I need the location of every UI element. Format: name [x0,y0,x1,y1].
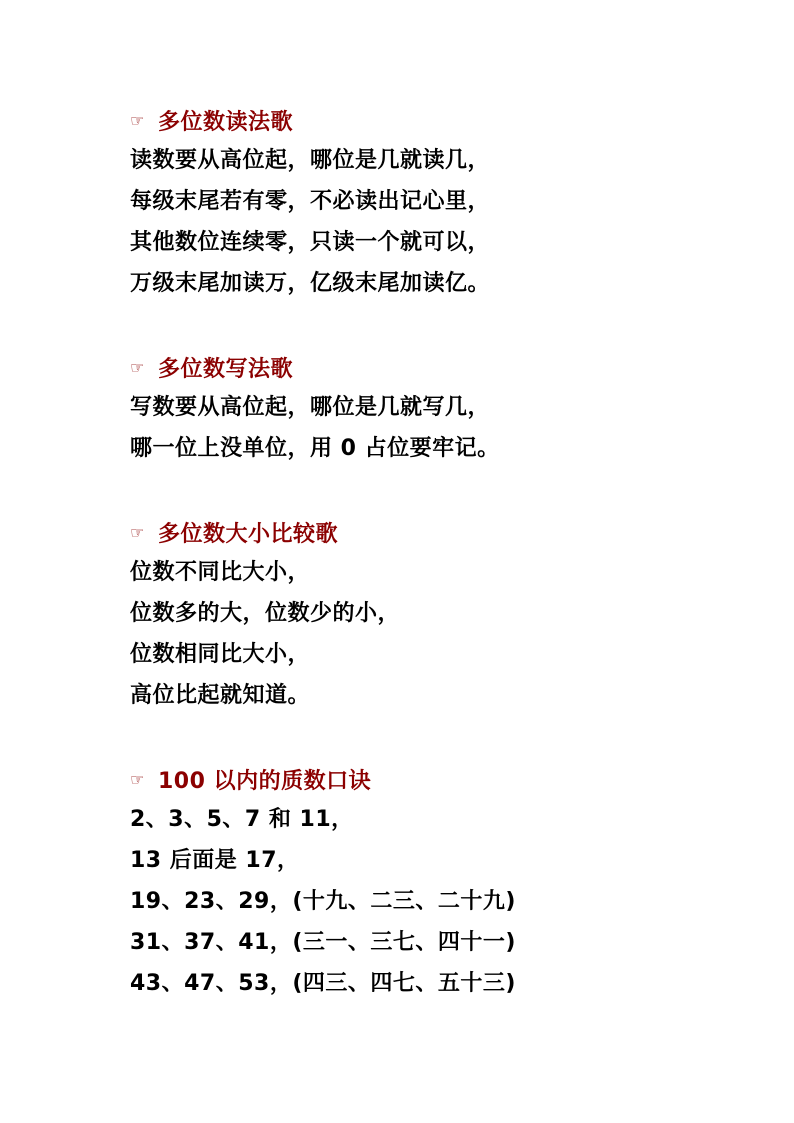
verse-line: 位数相同比大小， [130,642,311,667]
section-reading-rhyme [130,100,730,304]
section-title: 多位数写法歌 [158,356,294,382]
section-compare-rhyme [130,512,730,716]
verse-line: 位数多的大，位数少的小， [130,601,401,626]
verse-line: 其他数位连续零，只读一个就可以， [130,230,491,255]
pointing-hand-icon: ☞ [130,110,145,130]
section-heading [130,759,730,799]
document-page [130,100,730,1047]
section-title: 多位数大小比较歌 [158,521,339,547]
verse-line: 哪一位上没单位，用 0 占位要牢记。 [130,436,500,461]
pointing-hand-icon: ☞ [130,769,145,789]
verse-line: 31、37、41，(三一、三七、四十一) [130,930,516,955]
section-title: 100 以内的质数口诀 [158,768,372,794]
verse-line: 万级末尾加读万，亿级末尾加读亿。 [130,271,491,296]
section-heading [130,347,730,387]
verse-line: 2、3、5、7 和 11， [130,807,354,832]
verse-line: 写数要从高位起，哪位是几就写几， [130,395,491,420]
section-writing-rhyme [130,347,730,469]
verse-line: 19、23、29，(十九、二三、二十九) [130,889,516,914]
section-prime-rhyme [130,759,730,1004]
pointing-hand-icon: ☞ [130,522,145,542]
verse-line: 每级末尾若有零，不必读出记心里， [130,189,491,214]
section-heading [130,100,730,140]
verse-line: 读数要从高位起，哪位是几就读几， [130,148,491,173]
verse-line: 43、47、53，(四三、四七、五十三) [130,971,516,996]
verse-line: 13 后面是 17， [130,848,300,873]
verse-line: 高位比起就知道。 [130,683,311,708]
section-heading [130,512,730,552]
verse-line: 位数不同比大小， [130,560,311,585]
pointing-hand-icon: ☞ [130,357,145,377]
section-title: 多位数读法歌 [158,109,294,135]
